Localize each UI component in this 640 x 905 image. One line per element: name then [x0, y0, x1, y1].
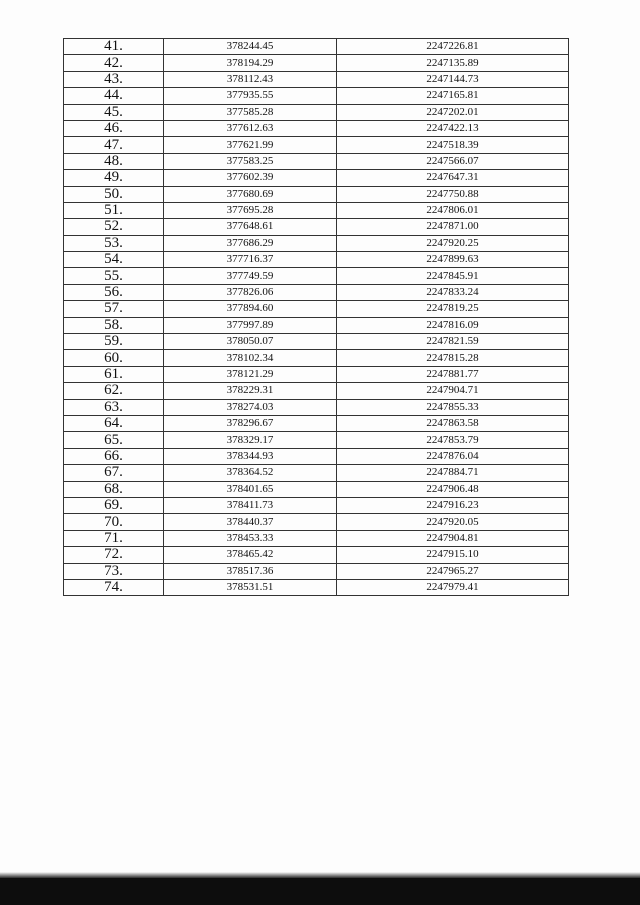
table-row: [64, 39, 569, 55]
table-row: [64, 465, 569, 481]
table-row: [64, 497, 569, 513]
row-number-cell: 49.: [64, 170, 164, 186]
table-row: [64, 153, 569, 169]
y-coordinate-cell: 2247915.10: [337, 547, 569, 563]
row-number-cell: 71.: [64, 530, 164, 546]
row-number-cell: 54.: [64, 252, 164, 268]
table-row: [64, 137, 569, 153]
row-number-cell: 50.: [64, 186, 164, 202]
row-number-cell: 59.: [64, 334, 164, 350]
row-number-cell: 74.: [64, 579, 164, 595]
row-number-cell: 47.: [64, 137, 164, 153]
row-number-cell: 60.: [64, 350, 164, 366]
x-coordinate-cell: 378440.37: [164, 514, 337, 530]
row-number-cell: 44.: [64, 88, 164, 104]
y-coordinate-cell: 2247226.81: [337, 39, 569, 55]
table-row: [64, 415, 569, 431]
x-coordinate-cell: 377585.28: [164, 104, 337, 120]
y-coordinate-cell: 2247863.58: [337, 415, 569, 431]
row-number-cell: 61.: [64, 366, 164, 382]
table-row: [64, 399, 569, 415]
row-number-cell: 67.: [64, 465, 164, 481]
row-number-cell: 68.: [64, 481, 164, 497]
coordinates-table-body: [64, 39, 569, 596]
y-coordinate-cell: 2247845.91: [337, 268, 569, 284]
x-coordinate-cell: 378121.29: [164, 366, 337, 382]
table-row: [64, 481, 569, 497]
table-row: [64, 104, 569, 120]
x-coordinate-cell: 377695.28: [164, 202, 337, 218]
row-number-cell: 55.: [64, 268, 164, 284]
x-coordinate-cell: 377583.25: [164, 153, 337, 169]
y-coordinate-cell: 2247906.48: [337, 481, 569, 497]
row-number-cell: 52.: [64, 219, 164, 235]
table-row: [64, 334, 569, 350]
y-coordinate-cell: 2247821.59: [337, 334, 569, 350]
y-coordinate-cell: 2247833.24: [337, 284, 569, 300]
row-number-cell: 53.: [64, 235, 164, 251]
x-coordinate-cell: 378465.42: [164, 547, 337, 563]
x-coordinate-cell: 377826.06: [164, 284, 337, 300]
x-coordinate-cell: 377716.37: [164, 252, 337, 268]
table-row: [64, 350, 569, 366]
table-row: [64, 301, 569, 317]
x-coordinate-cell: 377997.89: [164, 317, 337, 333]
x-coordinate-cell: 378517.36: [164, 563, 337, 579]
y-coordinate-cell: 2247881.77: [337, 366, 569, 382]
row-number-cell: 57.: [64, 301, 164, 317]
table-row: [64, 219, 569, 235]
row-number-cell: 45.: [64, 104, 164, 120]
x-coordinate-cell: 378329.17: [164, 432, 337, 448]
row-number-cell: 63.: [64, 399, 164, 415]
table-row: [64, 563, 569, 579]
x-coordinate-cell: 378344.93: [164, 448, 337, 464]
y-coordinate-cell: 2247920.05: [337, 514, 569, 530]
y-coordinate-cell: 2247647.31: [337, 170, 569, 186]
table-row: [64, 432, 569, 448]
table-row: [64, 120, 569, 136]
y-coordinate-cell: 2247422.13: [337, 120, 569, 136]
table-row: [64, 284, 569, 300]
table-row: [64, 55, 569, 71]
row-number-cell: 43.: [64, 71, 164, 87]
x-coordinate-cell: 378411.73: [164, 497, 337, 513]
row-number-cell: 70.: [64, 514, 164, 530]
x-coordinate-cell: 378050.07: [164, 334, 337, 350]
x-coordinate-cell: 378531.51: [164, 579, 337, 595]
y-coordinate-cell: 2247871.00: [337, 219, 569, 235]
table-row: [64, 88, 569, 104]
table-row: [64, 186, 569, 202]
x-coordinate-cell: 377612.63: [164, 120, 337, 136]
row-number-cell: 51.: [64, 202, 164, 218]
x-coordinate-cell: 377749.59: [164, 268, 337, 284]
x-coordinate-cell: 377648.61: [164, 219, 337, 235]
table-row: [64, 579, 569, 595]
row-number-cell: 69.: [64, 497, 164, 513]
y-coordinate-cell: 2247135.89: [337, 55, 569, 71]
y-coordinate-cell: 2247566.07: [337, 153, 569, 169]
y-coordinate-cell: 2247819.25: [337, 301, 569, 317]
table-row: [64, 268, 569, 284]
y-coordinate-cell: 2247916.23: [337, 497, 569, 513]
table-row: [64, 366, 569, 382]
scan-border-bar: [0, 878, 640, 905]
table-row: [64, 71, 569, 87]
y-coordinate-cell: 2247853.79: [337, 432, 569, 448]
row-number-cell: 56.: [64, 284, 164, 300]
x-coordinate-cell: 378102.34: [164, 350, 337, 366]
table-row: [64, 252, 569, 268]
table-row: [64, 317, 569, 333]
row-number-cell: 73.: [64, 563, 164, 579]
row-number-cell: 72.: [64, 547, 164, 563]
x-coordinate-cell: 377935.55: [164, 88, 337, 104]
table-row: [64, 514, 569, 530]
row-number-cell: 58.: [64, 317, 164, 333]
row-number-cell: 62.: [64, 383, 164, 399]
table-row: [64, 235, 569, 251]
row-number-cell: 48.: [64, 153, 164, 169]
y-coordinate-cell: 2247144.73: [337, 71, 569, 87]
y-coordinate-cell: 2247884.71: [337, 465, 569, 481]
table-row: [64, 547, 569, 563]
x-coordinate-cell: 378229.31: [164, 383, 337, 399]
row-number-cell: 46.: [64, 120, 164, 136]
y-coordinate-cell: 2247815.28: [337, 350, 569, 366]
x-coordinate-cell: 378296.67: [164, 415, 337, 431]
y-coordinate-cell: 2247876.04: [337, 448, 569, 464]
table-row: [64, 383, 569, 399]
x-coordinate-cell: 377621.99: [164, 137, 337, 153]
coordinates-table: [63, 38, 569, 596]
x-coordinate-cell: 378453.33: [164, 530, 337, 546]
y-coordinate-cell: 2247202.01: [337, 104, 569, 120]
y-coordinate-cell: 2247965.27: [337, 563, 569, 579]
table-row: [64, 202, 569, 218]
row-number-cell: 41.: [64, 39, 164, 55]
x-coordinate-cell: 378401.65: [164, 481, 337, 497]
table-row: [64, 530, 569, 546]
x-coordinate-cell: 378194.29: [164, 55, 337, 71]
x-coordinate-cell: 377602.39: [164, 170, 337, 186]
table-row: [64, 170, 569, 186]
y-coordinate-cell: 2247816.09: [337, 317, 569, 333]
y-coordinate-cell: 2247920.25: [337, 235, 569, 251]
row-number-cell: 64.: [64, 415, 164, 431]
x-coordinate-cell: 378112.43: [164, 71, 337, 87]
y-coordinate-cell: 2247750.88: [337, 186, 569, 202]
x-coordinate-cell: 377680.69: [164, 186, 337, 202]
row-number-cell: 66.: [64, 448, 164, 464]
y-coordinate-cell: 2247904.81: [337, 530, 569, 546]
y-coordinate-cell: 2247165.81: [337, 88, 569, 104]
x-coordinate-cell: 378364.52: [164, 465, 337, 481]
row-number-cell: 65.: [64, 432, 164, 448]
x-coordinate-cell: 377686.29: [164, 235, 337, 251]
table-row: [64, 448, 569, 464]
row-number-cell: 42.: [64, 55, 164, 71]
y-coordinate-cell: 2247904.71: [337, 383, 569, 399]
x-coordinate-cell: 378274.03: [164, 399, 337, 415]
x-coordinate-cell: 378244.45: [164, 39, 337, 55]
y-coordinate-cell: 2247855.33: [337, 399, 569, 415]
y-coordinate-cell: 2247899.63: [337, 252, 569, 268]
y-coordinate-cell: 2247806.01: [337, 202, 569, 218]
y-coordinate-cell: 2247518.39: [337, 137, 569, 153]
x-coordinate-cell: 377894.60: [164, 301, 337, 317]
y-coordinate-cell: 2247979.41: [337, 579, 569, 595]
